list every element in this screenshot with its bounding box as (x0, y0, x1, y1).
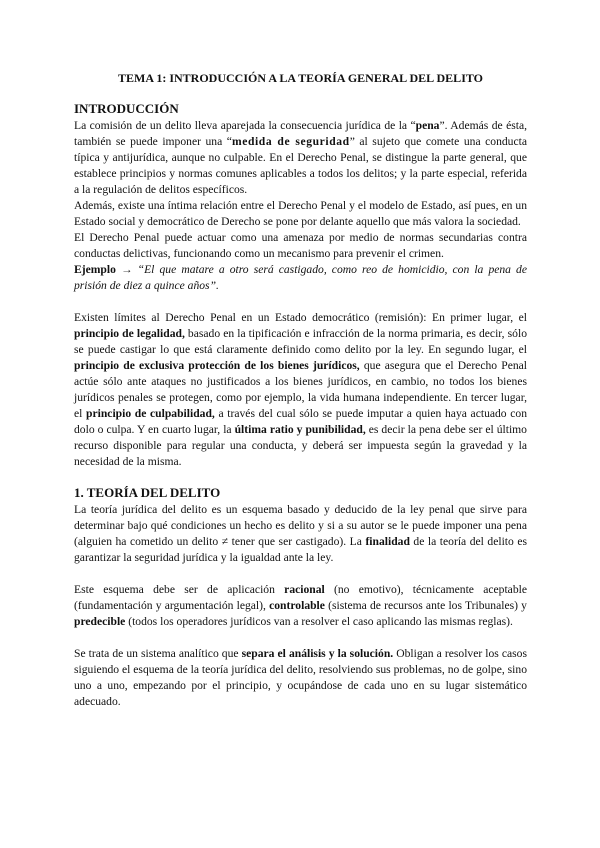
paragraph-limits: Existen límites al Derecho Penal en un Estado democrático (remisión): En primer lugar, el principio de legalidad, basado en la tipificación e infracción de la norma primaria, es decir, sólo se puede castigar lo que está claramente definido como delito por la ley. En segundo lugar, el principio de exclusiva protección de los bienes jurídicos, que asegura que el Derecho Penal actúe sólo ante ataques no justificados a los bienes jurídicos, en cambio, no todos los bienes jurídicos penales se protegen, como por ejemplo, la vida humana independiente. En tercer lugar, el principio de culpabilidad, a través del cual sólo se puede imputar a quien haya actuado con dolo o culpa. Y en cuarto lugar, la última ratio y punibilidad, es decir la pena debe ser el último recurso disponible para regular una conducta, y deberá ser impuesta según la gravedad y la necesidad de la misma. (74, 311, 528, 468)
section-heading-introduccion: INTRODUCCIÓN (74, 101, 179, 116)
arrow-icon: → (115, 263, 138, 276)
term-finalidad: finalidad (365, 535, 410, 548)
term-ultima-ratio: última ratio y punibilidad, (234, 423, 366, 436)
paragraph-teoria-3: Se trata de un sistema analítico que separa el análisis y la solución. Obligan a resolver los casos siguiendo el esquema de la teoría jurídica del delito, resolviendo sus problemas, no de golpe, sino uno a uno, empezando por el principio, y ocupándose de cada uno en su lugar sistemático adecuado. (74, 647, 527, 708)
term-medida-de-seguridad: medida de seguridad (231, 135, 350, 148)
paragraph-teoria-2: Este esquema debe ser de aplicación racional (no emotivo), técnicamente aceptable (fundamentación y argumentación legal), controlable (sistema de recursos ante los Tribunales) y predecible (todos los operadores jurídicos van a resolver el caso aplicando las mismas reglas). (74, 583, 527, 628)
paragraph-intro-2: Además, existe una íntima relación entre el Derecho Penal y el modelo de Estado, así pues, en un Estado social y democrático de Derecho se pone por delante aquello que más valora la sociedad. (74, 199, 527, 228)
term-controlable: controlable (269, 599, 325, 612)
term-principio-proteccion: principio de exclusiva protección de los bienes jurídicos, (74, 359, 360, 372)
paragraph-intro-3: El Derecho Penal puede actuar como una amenaza por medio de normas secundarias contra conductas delictivas, funcionando como un mecanismo para prevenir el crimen. (74, 231, 527, 260)
term-pena: pena (415, 119, 440, 132)
paragraph-intro-1: La comisión de un delito lleva aparejada la consecuencia jurídica de la “pena”. Además de ésta, también se puede imponer una “medida de seguridad” al sujeto que comete una conducta típica y antijurídica, aunque no culpable. En el Derecho Penal, se distingue la parte general, que establece principios y normas comunes aplicables a todos los delitos; y la parte especial, referida a la regulación de delitos específicos. (74, 119, 527, 196)
section-heading-teoria-del-delito: 1. TEORÍA DEL DELITO (74, 485, 221, 500)
term-principio-culpabilidad: principio de culpabilidad, (86, 407, 215, 420)
term-separa-analisis: separa el análisis y la solución. (241, 647, 394, 660)
paragraph-teoria-1: La teoría jurídica del delito es un esquema basado y deducido de la ley penal que sirve para determinar bajo qué condiciones un hecho es delito y si a su autor se le puede imponer una pena (alguien ha cometido un delito ≠ tener que ser castigado). La finalidad de la teoría del delito es garantizar la seguridad jurídica y la igualdad ante la ley. (74, 503, 527, 564)
term-principio-legalidad: principio de legalidad, (74, 327, 185, 340)
document-title: TEMA 1: INTRODUCCIÓN A LA TEORÍA GENERAL DEL DELITO (118, 71, 483, 85)
example-label: Ejemplo (74, 263, 116, 276)
example-text: “El que matare a otro será castigado, como reo de homicidio, con la pena de prisión de diez a quince años”. (74, 263, 528, 292)
term-racional: racional (284, 583, 325, 596)
term-predecible: predecible (74, 615, 126, 628)
example-quote (74, 262, 527, 294)
